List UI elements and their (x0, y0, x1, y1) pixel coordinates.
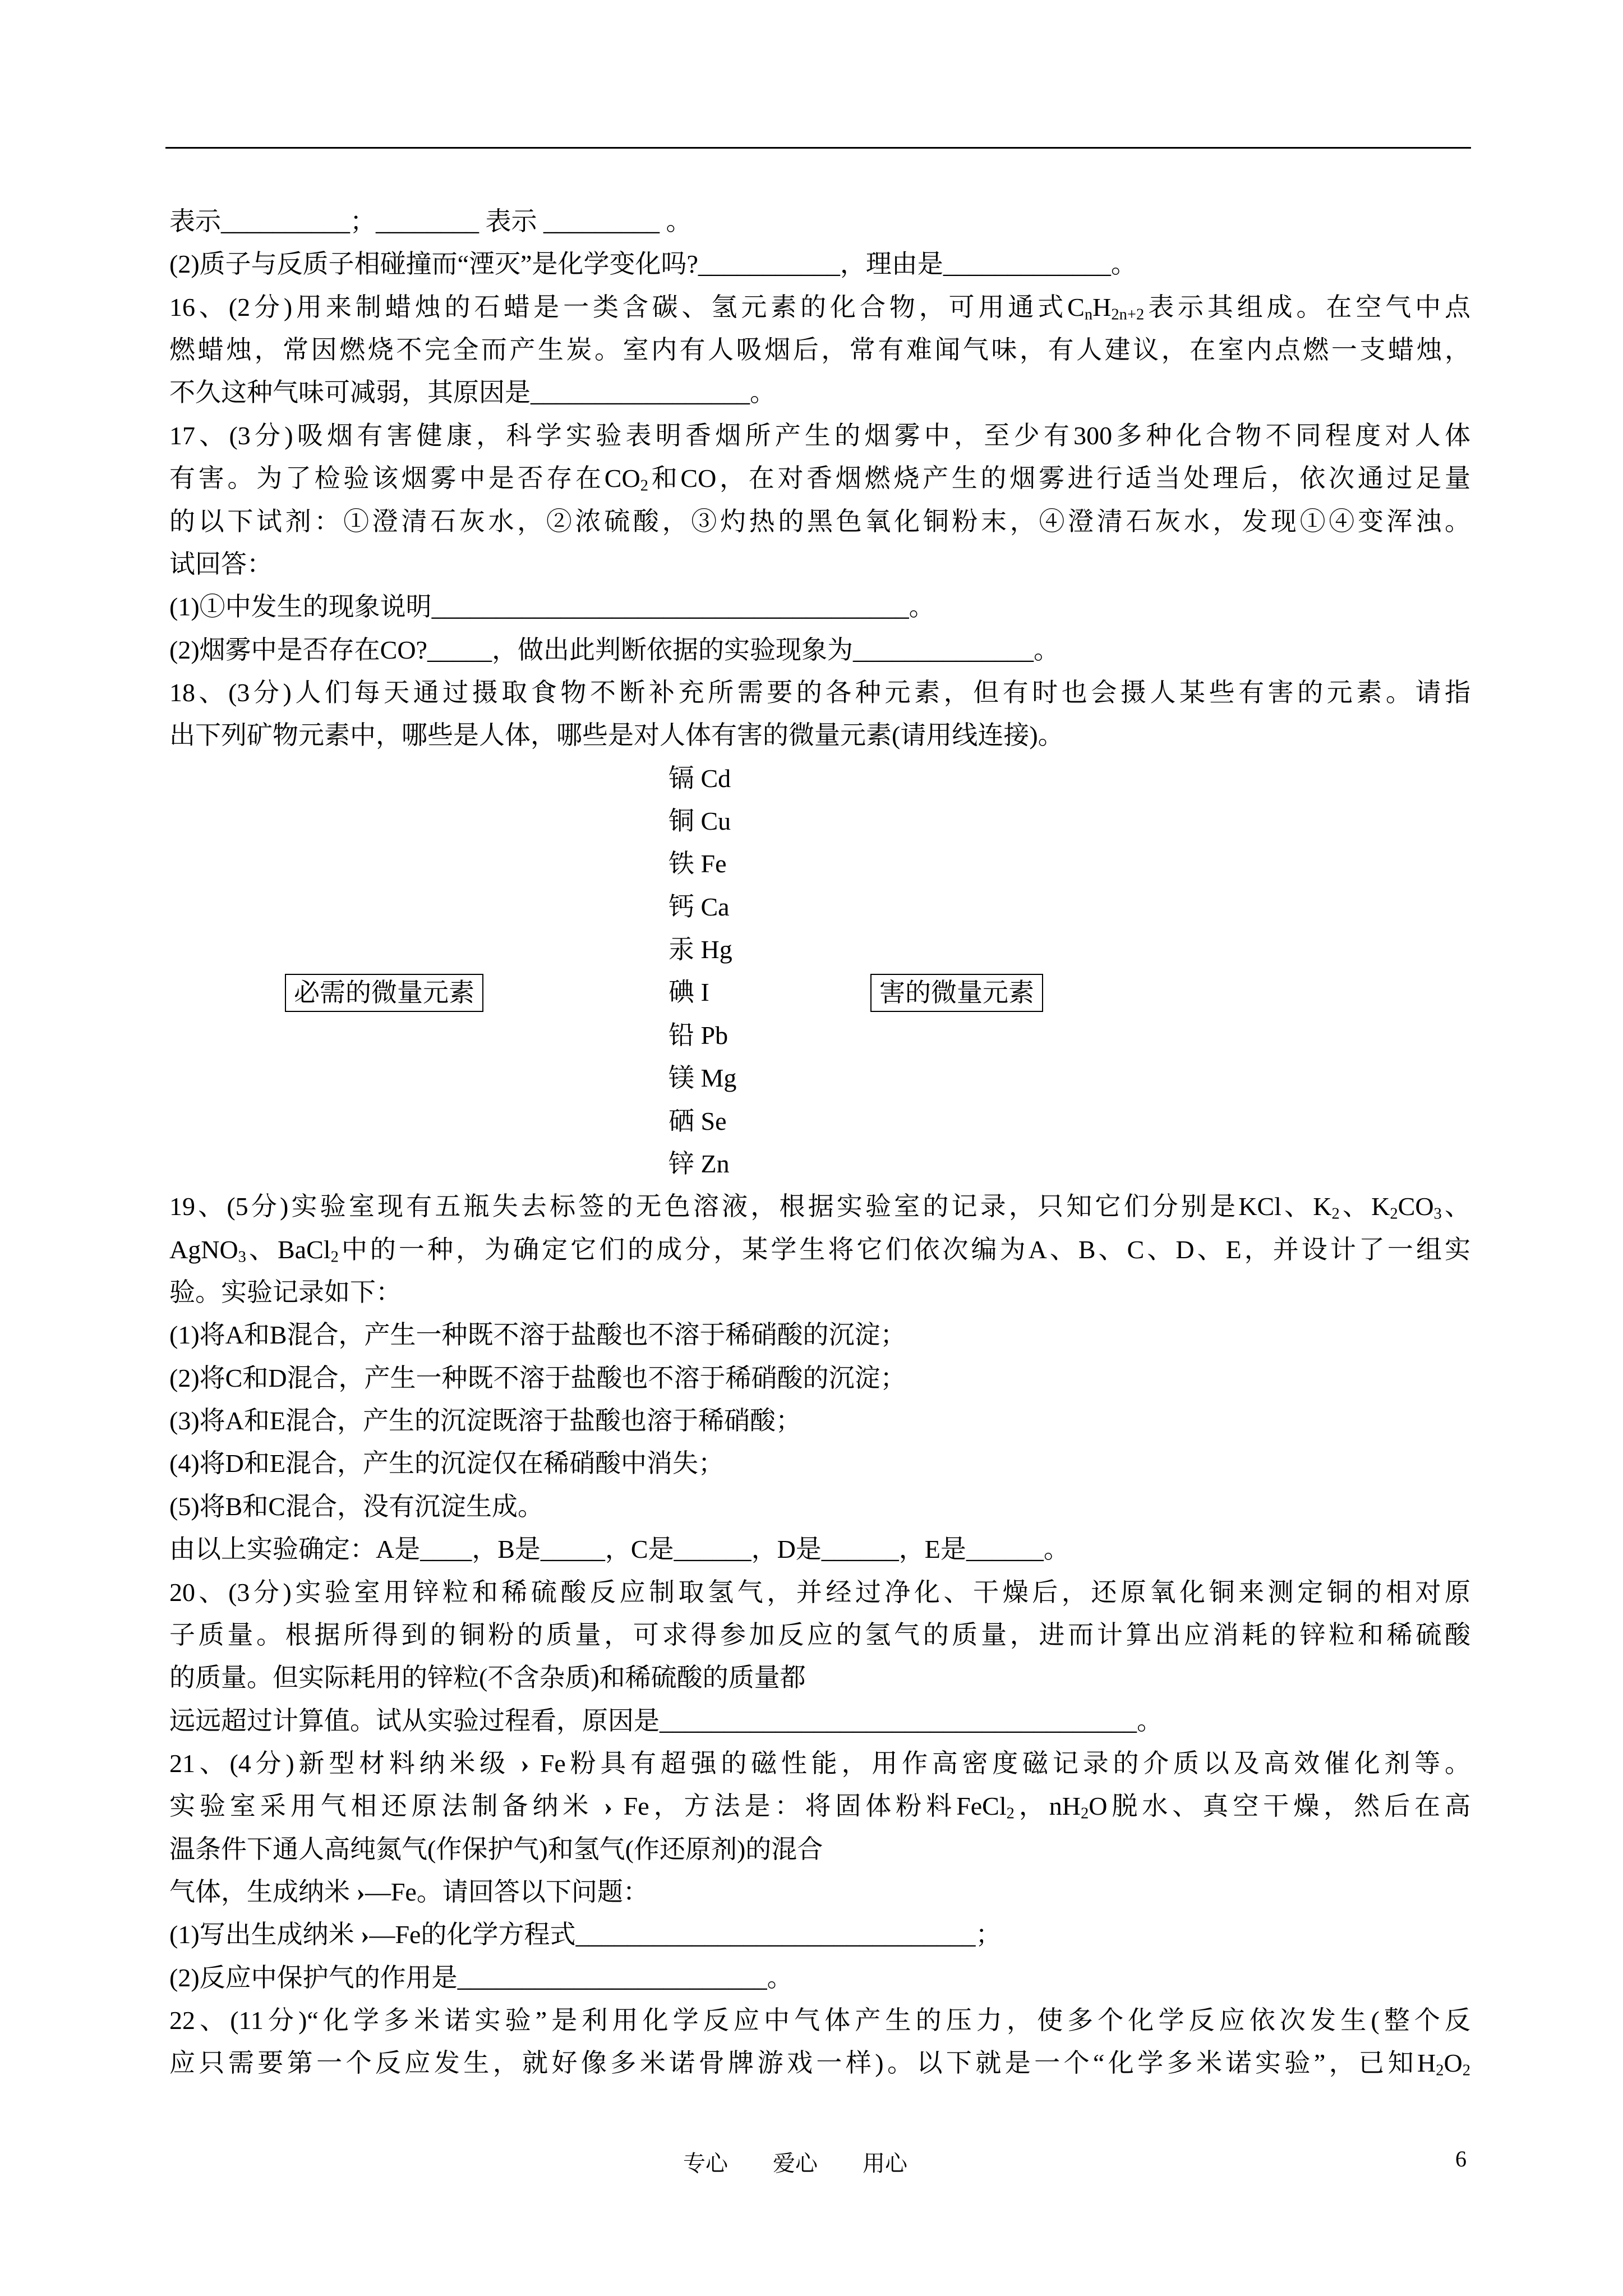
element-item (169, 1057, 1470, 1099)
essential-elements-box: 必需的微量元素 (285, 974, 483, 1012)
element-item (169, 1014, 1470, 1057)
text-line (169, 1485, 1470, 1528)
subscript: 3 (238, 1248, 246, 1266)
text-run: 表示其组成。在空气中点 (1144, 292, 1470, 321)
element-label: 汞 Hg (668, 935, 732, 964)
subscript: 2 (330, 1248, 339, 1266)
alpha-symbol: › (603, 1792, 613, 1821)
text-line (169, 1228, 1470, 1271)
text-run: 21、(4分)新型材料纳米级 (169, 1749, 521, 1778)
text-line (169, 1957, 1470, 1999)
element-label: 铜 Cu (668, 807, 731, 836)
text-line (169, 714, 1470, 757)
text-line (169, 1571, 1470, 1614)
text-run: 远远超过计算值。试从实验过程看，原因是_____________________________________。 (169, 1706, 1163, 1735)
text-run: 16、(2分)用来制蜡烛的石蜡是一类含碳、氢元素的化合物，可用通式C (169, 292, 1085, 321)
element-label: 钙 Ca (668, 892, 730, 921)
text-run: (3)将A和E混合，产生的沉淀既溶于盐酸也溶于稀硝酸； (169, 1406, 801, 1435)
element-label: 锌 Zn (668, 1149, 730, 1178)
text-line (169, 200, 1470, 243)
document-body (169, 200, 1470, 2085)
text-run: 的以下试剂：①澄清石灰水，②浓硫酸，③灼热的黑色氧化铜粉末，④澄清石灰水，发现①④变浑浊。 (169, 507, 1470, 536)
element-label: 镁 Mg (668, 1064, 737, 1093)
text-run: (2)烟雾中是否存在CO?_____，做出此判断依据的实验现象为______________。 (169, 635, 1059, 664)
text-run: (2)将C和D混合，产生一种既不溶于盐酸也不溶于稀硝酸的沉淀； (169, 1363, 906, 1392)
text-run: (1)写出生成纳米 (169, 1920, 361, 1949)
text-run: —Fe的化学方程式_______________________________； (369, 1920, 1002, 1949)
text-run: —Fe。请回答以下问题： (365, 1878, 649, 1907)
text-line (169, 586, 1470, 628)
text-line (169, 1871, 1470, 1913)
element-item (169, 886, 1470, 928)
text-line (169, 1528, 1470, 1571)
subscript: 2 (1462, 2062, 1470, 2079)
text-line (169, 1913, 1470, 1956)
subscript: 2 (1006, 1805, 1015, 1823)
text-run: 和CO，在对香烟燃烧产生的烟雾进行适当处理后，依次通过足量 (648, 464, 1471, 493)
element-item (169, 800, 1470, 843)
subscript: 2 (1390, 1205, 1398, 1223)
footer-motto: 专心 爱心 用心 (683, 2151, 907, 2176)
element-label: 碘 I (668, 978, 709, 1007)
subscript: n (1084, 305, 1093, 323)
text-run: ，nH (1014, 1792, 1081, 1821)
text-line (169, 1357, 1470, 1400)
text-run: 温条件下通人高纯氮气(作保护气)和氢气(作还原剂)的混合 (169, 1834, 823, 1864)
element-label: 硒 Se (668, 1106, 727, 1135)
text-line (169, 1271, 1470, 1314)
text-line (169, 1400, 1470, 1442)
harmful-elements-box: 害的微量元素 (870, 974, 1043, 1012)
text-run: 试回答： (169, 549, 273, 578)
text-line (169, 415, 1470, 457)
text-run: 17、(3分)吸烟有害健康，科学实验表明香烟所产生的烟雾中，至少有300多种化合物不同程度对人体 (169, 421, 1470, 450)
text-line (169, 1442, 1470, 1485)
text-line (169, 629, 1470, 671)
text-run: 子质量。根据所得到的铜粉的质量，可求得参加反应的氢气的质量，进而计算出应消耗的锌粒和稀硫酸 (169, 1620, 1470, 1649)
text-line (169, 286, 1470, 329)
text-run: 、BaCl (246, 1235, 331, 1264)
text-run: 气体，生成纳米 (169, 1878, 357, 1907)
text-run: 应只需要第一个反应发生，就好像多米诺骨牌游戏一样)。以下就是一个“化学多米诺实验”，已知H (169, 2049, 1436, 2078)
subscript: 2 (1436, 2062, 1444, 2079)
element-label: 铁 Fe (668, 849, 727, 878)
text-run: (1)①中发生的现象说明_____________________________________。 (169, 592, 935, 622)
text-run: 19、(5分)实验室现有五瓶失去标签的无色溶液，根据实验室的记录，只知它们分别是KCl、K (169, 1192, 1332, 1221)
text-line (169, 1314, 1470, 1356)
element-item (169, 843, 1470, 885)
text-line (169, 1614, 1470, 1657)
element-item (169, 1100, 1470, 1143)
alpha-symbol: › (361, 1920, 370, 1949)
question-text-part-2 (169, 1185, 1470, 2085)
text-run: 18、(3分)人们每天通过摄取食物不断补充所需要的各种元素，但有时也会摄人某些有害的元素。请指 (169, 678, 1470, 707)
text-run: (4)将D和E混合，产生的沉淀仅在稀硝酸中消失； (169, 1449, 724, 1478)
alpha-symbol: › (356, 1878, 365, 1907)
text-run: Fe粉具有超强的磁性能，用作高密度磁记录的介质以及高效催化剂等。 (529, 1749, 1471, 1778)
text-run: 燃蜡烛，常因燃烧不完全而产生炭。室内有人吸烟后，常有难闻气味，有人建议，在室内点燃一支蜡烛， (169, 335, 1470, 365)
text-run: (2)反应中保护气的作用是________________________。 (169, 1963, 793, 1992)
subscript: 2 (640, 477, 648, 495)
text-run: 22、(11分)“化学多米诺实验”是利用化学反应中气体产生的压力，使多个化学反应依次发生(整个反 (169, 2006, 1470, 2035)
element-item (169, 928, 1470, 971)
text-line (169, 1999, 1470, 2042)
question-text-part-1 (169, 200, 1470, 757)
text-run: 20、(3分)实验室用锌粒和稀硫酸反应制取氢气，并经过净化、干燥后，还原氧化铜来测定铜的相对原 (169, 1577, 1470, 1607)
subscript: 2n+2 (1111, 305, 1145, 323)
text-line (169, 457, 1470, 500)
text-run: AgNO (169, 1235, 238, 1264)
text-run: 由以上实验确定：A是____，B是_____，C是______，D是______，E是______。 (169, 1535, 1069, 1564)
text-run: CO (1398, 1192, 1434, 1221)
page-number: 6 (1455, 2146, 1467, 2171)
text-run: 表示__________；________ 表示 _________ 。 (169, 207, 692, 236)
text-line (169, 1828, 1470, 1871)
text-run: 不久这种气味可减弱，其原因是_________________。 (169, 378, 776, 407)
text-line (169, 1785, 1470, 1828)
text-run: (1)将A和B混合，产生一种既不溶于盐酸也不溶于稀硝酸的沉淀； (169, 1320, 906, 1350)
text-line (169, 1742, 1470, 1785)
element-label: 铅 Pb (668, 1020, 728, 1050)
text-run: H (1092, 292, 1112, 321)
text-line (169, 1185, 1470, 1228)
text-run: O脱水、真空干燥，然后在高 (1089, 1792, 1470, 1821)
header-rule (165, 147, 1471, 149)
element-item (169, 757, 1470, 800)
text-line (169, 671, 1470, 714)
text-run: 出下列矿物元素中，哪些是人体，哪些是对人体有害的微量元素(请用线连接)。 (169, 721, 1064, 750)
subscript: 2 (1331, 1205, 1340, 1223)
text-line (169, 543, 1470, 586)
text-run: (5)将B和C混合，没有沉淀生成。 (169, 1492, 543, 1521)
text-run: 的质量。但实际耗用的锌粒(不含杂质)和稀硫酸的质量都 (169, 1663, 806, 1692)
alpha-symbol: › (520, 1749, 529, 1778)
text-line (169, 329, 1470, 371)
element-matching-list (169, 757, 1470, 1186)
text-run: 验。实验记录如下： (169, 1277, 402, 1306)
text-run: O (1444, 2049, 1463, 2078)
text-run: (2)质子与反质子相碰撞而“湮灭”是化学变化吗?___________，理由是_____________。 (169, 250, 1137, 279)
element-label: 镉 Cd (668, 763, 731, 793)
text-run: 中的一种，为确定它们的成分，某学生将它们依次编为A、B、C、D、E，并设计了一组实 (338, 1235, 1470, 1264)
text-line (169, 371, 1470, 414)
element-item (169, 1143, 1470, 1185)
text-line (169, 500, 1470, 543)
subscript: 2 (1081, 1805, 1089, 1823)
text-line (169, 1700, 1470, 1742)
text-line (169, 2042, 1470, 2085)
text-run: 实验室采用气相还原法制备纳米 (169, 1792, 604, 1821)
text-line (169, 1657, 1470, 1699)
text-run: Fe，方法是：将固体粉料FeCl (612, 1792, 1007, 1821)
text-run: 有害。为了检验该烟雾中是否存在CO (169, 464, 640, 493)
text-line (169, 243, 1470, 286)
subscript: 3 (1433, 1205, 1442, 1223)
text-run: 、 (1441, 1192, 1470, 1221)
text-run: 、K (1339, 1192, 1390, 1221)
